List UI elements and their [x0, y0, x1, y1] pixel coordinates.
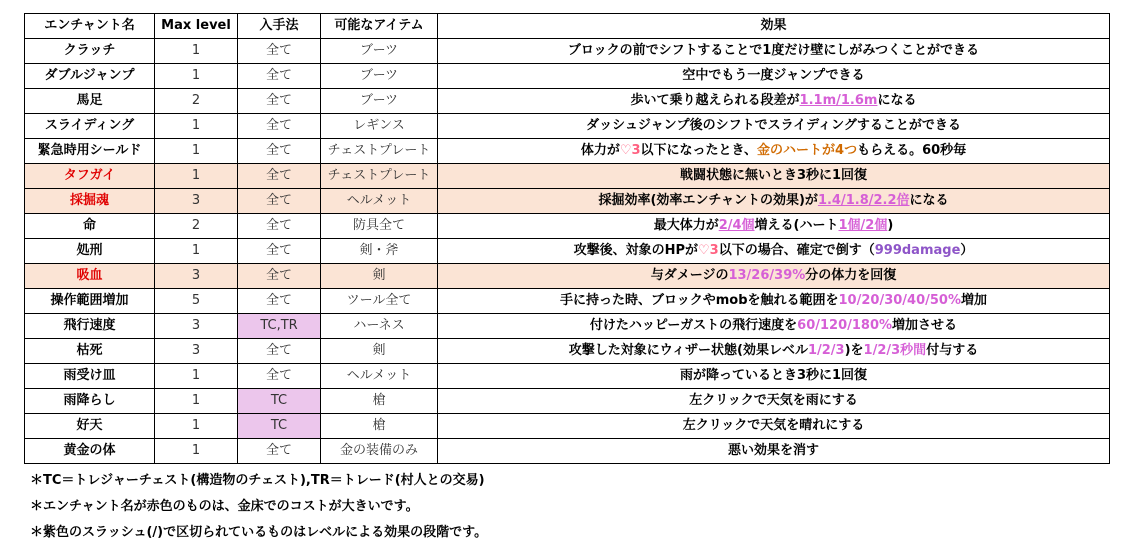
- table-row: [25, 164, 1110, 189]
- acquire-cell: 全て: [238, 114, 321, 139]
- acquire-cell: 全て: [238, 289, 321, 314]
- effect-segment: 付与する: [926, 343, 979, 358]
- item-cell: チェストプレート: [321, 164, 438, 189]
- table-row: [25, 89, 1110, 114]
- effect-cell: [438, 139, 1110, 164]
- effect-cell: [438, 39, 1110, 64]
- enchant-name-cell: 処刑: [25, 239, 155, 264]
- item-cell: ヘルメット: [321, 189, 438, 214]
- enchant-name-cell: 黄金の体: [25, 439, 155, 464]
- notes: [30, 468, 487, 546]
- table-row: [25, 139, 1110, 164]
- enchant-name-cell: 命: [25, 214, 155, 239]
- acquire-cell: TC: [238, 414, 321, 439]
- enchant-name-cell: 好天: [25, 414, 155, 439]
- table-row: [25, 64, 1110, 89]
- table-row: [25, 39, 1110, 64]
- table-row: [25, 339, 1110, 364]
- effect-segment: 最大体力が: [653, 218, 719, 233]
- item-cell: 金の装備のみ: [321, 439, 438, 464]
- acquire-cell: 全て: [238, 189, 321, 214]
- effect-segment: 2/4個: [718, 218, 755, 233]
- effect-cell: [438, 189, 1110, 214]
- acquire-cell: 全て: [238, 264, 321, 289]
- table-row: [25, 239, 1110, 264]
- acquire-cell: 全て: [238, 439, 321, 464]
- effect-cell: [438, 439, 1110, 464]
- effect-segment: 攻撃後、対象のHPが: [573, 243, 699, 258]
- effect-segment: 攻撃した対象にウィザー状態(効果レベル: [568, 343, 808, 358]
- note-line: ＊TC＝トレジャーチェスト(構造物のチェスト),TR＝トレード(村人との交易): [30, 473, 485, 488]
- acquire-cell: 全て: [238, 239, 321, 264]
- effect-cell: [438, 289, 1110, 314]
- item-cell: 剣・斧: [321, 239, 438, 264]
- acquire-cell: 全て: [238, 214, 321, 239]
- effect-segment: 以下になったとき、: [640, 143, 758, 158]
- max-level-cell: 5: [155, 289, 238, 314]
- effect-segment: になる: [877, 93, 917, 108]
- effect-segment: ）: [960, 243, 974, 258]
- item-cell: ブーツ: [321, 89, 438, 114]
- effect-segment: 採掘効率(効率エンチャントの効果)が: [598, 193, 818, 208]
- enchant-name-cell: タフガイ: [25, 164, 155, 189]
- header-effect: 効果: [438, 14, 1110, 39]
- item-cell: 槍: [321, 414, 438, 439]
- max-level-cell: 1: [155, 364, 238, 389]
- effect-cell: [438, 389, 1110, 414]
- effect-segment: 以下の場合、確定で倒す（: [718, 243, 875, 258]
- effect-segment: 空中でもう一度ジャンプできる: [682, 68, 865, 83]
- item-cell: ブーツ: [321, 39, 438, 64]
- enchant-name-cell: クラッチ: [25, 39, 155, 64]
- effect-segment: 13/26/39%: [728, 268, 806, 283]
- header-name: エンチャント名: [25, 14, 155, 39]
- enchant-name-cell: 緊急時用シールド: [25, 139, 155, 164]
- effect-cell: [438, 364, 1110, 389]
- effect-segment: ♡3: [698, 243, 719, 258]
- effect-segment: 1個/2個: [838, 218, 888, 233]
- effect-cell: [438, 239, 1110, 264]
- effect-segment: 金のハートが4つ: [757, 143, 858, 158]
- item-cell: 剣: [321, 264, 438, 289]
- table-row: [25, 264, 1110, 289]
- item-cell: レギンス: [321, 114, 438, 139]
- enchant-name-cell: 雨受け皿: [25, 364, 155, 389]
- effect-cell: [438, 414, 1110, 439]
- acquire-cell: 全て: [238, 89, 321, 114]
- effect-segment: )を: [844, 343, 864, 358]
- max-level-cell: 1: [155, 439, 238, 464]
- effect-segment: ): [887, 218, 894, 233]
- table-row: [25, 114, 1110, 139]
- acquire-cell: 全て: [238, 164, 321, 189]
- table-body: [25, 39, 1110, 464]
- effect-segment: 10/20/30/40/50%: [838, 293, 961, 308]
- effect-segment: ブロックの前でシフトすることで1度だけ壁にしがみつくことができる: [567, 43, 980, 58]
- effect-cell: [438, 314, 1110, 339]
- enchant-name-cell: 採掘魂: [25, 189, 155, 214]
- enchant-name-cell: スライディング: [25, 114, 155, 139]
- effect-cell: [438, 214, 1110, 239]
- table-row: [25, 314, 1110, 339]
- effect-segment: 1/2/3秒間: [863, 343, 927, 358]
- table-header-row: [25, 14, 1110, 39]
- effect-segment: 手に持った時、ブロックやmobを触れる範囲を: [559, 293, 839, 308]
- max-level-cell: 3: [155, 189, 238, 214]
- max-level-cell: 1: [155, 64, 238, 89]
- acquire-cell: 全て: [238, 64, 321, 89]
- effect-segment: になる: [909, 193, 949, 208]
- table-row: [25, 214, 1110, 239]
- note-line: ＊紫色のスラッシュ(/)で区切られているものはレベルによる効果の段階です。: [30, 525, 488, 540]
- effect-segment: 体力が: [580, 143, 620, 158]
- max-level-cell: 2: [155, 214, 238, 239]
- effect-segment: 左クリックで天気を晴れにする: [682, 418, 865, 433]
- max-level-cell: 1: [155, 139, 238, 164]
- acquire-cell: TC: [238, 389, 321, 414]
- item-cell: 槍: [321, 389, 438, 414]
- effect-segment: ♡3: [619, 143, 641, 158]
- acquire-cell: 全て: [238, 39, 321, 64]
- header-acquire: 入手法: [238, 14, 321, 39]
- item-cell: ハーネス: [321, 314, 438, 339]
- effect-cell: [438, 89, 1110, 114]
- effect-cell: [438, 264, 1110, 289]
- effect-segment: 与ダメージの: [650, 268, 729, 283]
- effect-segment: 歩いて乗り越えられる段差が: [630, 93, 800, 108]
- max-level-cell: 2: [155, 89, 238, 114]
- max-level-cell: 3: [155, 314, 238, 339]
- item-cell: ヘルメット: [321, 364, 438, 389]
- effect-segment: 1/2/3: [807, 343, 845, 358]
- enchant-name-cell: 雨降らし: [25, 389, 155, 414]
- max-level-cell: 1: [155, 389, 238, 414]
- enchant-name-cell: 操作範囲増加: [25, 289, 155, 314]
- effect-segment: 増加: [961, 293, 988, 308]
- enchant-name-cell: 馬足: [25, 89, 155, 114]
- table-row: [25, 189, 1110, 214]
- effect-cell: [438, 114, 1110, 139]
- item-cell: ツール全て: [321, 289, 438, 314]
- item-cell: ブーツ: [321, 64, 438, 89]
- enchant-name-cell: ダブルジャンプ: [25, 64, 155, 89]
- max-level-cell: 1: [155, 239, 238, 264]
- effect-segment: 悪い効果を消す: [727, 443, 819, 458]
- acquire-cell: TC,TR: [238, 314, 321, 339]
- effect-segment: 増加させる: [892, 318, 958, 333]
- table-row: [25, 414, 1110, 439]
- table-row: [25, 439, 1110, 464]
- table-row: [25, 389, 1110, 414]
- effect-cell: [438, 339, 1110, 364]
- effect-segment: 戦闘状態に無いとき3秒に1回復: [679, 168, 868, 183]
- item-cell: チェストプレート: [321, 139, 438, 164]
- enchant-name-cell: 飛行速度: [25, 314, 155, 339]
- acquire-cell: 全て: [238, 139, 321, 164]
- acquire-cell: 全て: [238, 364, 321, 389]
- effect-cell: [438, 164, 1110, 189]
- enchant-name-cell: 吸血: [25, 264, 155, 289]
- effect-segment: 雨が降っているとき3秒に1回復: [679, 368, 868, 383]
- max-level-cell: 3: [155, 339, 238, 364]
- effect-segment: 左クリックで天気を雨にする: [689, 393, 858, 408]
- header-level: Max level: [155, 14, 238, 39]
- table-row: [25, 289, 1110, 314]
- effect-segment: もらえる。60秒毎: [857, 143, 967, 158]
- enchant-name-cell: 枯死: [25, 339, 155, 364]
- effect-segment: 60/120/180%: [797, 318, 893, 333]
- max-level-cell: 1: [155, 164, 238, 189]
- acquire-cell: 全て: [238, 339, 321, 364]
- effect-segment: ダッシュジャンプ後のシフトでスライディングすることができる: [586, 118, 961, 133]
- effect-segment: 付けたハッピーガストの飛行速度を: [589, 318, 798, 333]
- effect-segment: 増える(ハート: [754, 218, 839, 233]
- item-cell: 防具全て: [321, 214, 438, 239]
- effect-segment: 1.1m/1.6m: [799, 93, 878, 108]
- max-level-cell: 1: [155, 39, 238, 64]
- effect-segment: 1.4/1.8/2.2倍: [817, 193, 910, 208]
- table-row: [25, 364, 1110, 389]
- max-level-cell: 3: [155, 264, 238, 289]
- effect-cell: [438, 64, 1110, 89]
- effect-segment: 分の体力を回復: [805, 268, 897, 283]
- header-items: 可能なアイテム: [321, 14, 438, 39]
- note-line: ＊エンチャント名が赤色のものは、金床でのコストが大きいです。: [30, 499, 419, 514]
- effect-segment: 999damage: [874, 243, 961, 258]
- item-cell: 剣: [321, 339, 438, 364]
- enchant-table-container: [24, 13, 1109, 464]
- max-level-cell: 1: [155, 414, 238, 439]
- enchant-table: [24, 13, 1110, 464]
- max-level-cell: 1: [155, 114, 238, 139]
